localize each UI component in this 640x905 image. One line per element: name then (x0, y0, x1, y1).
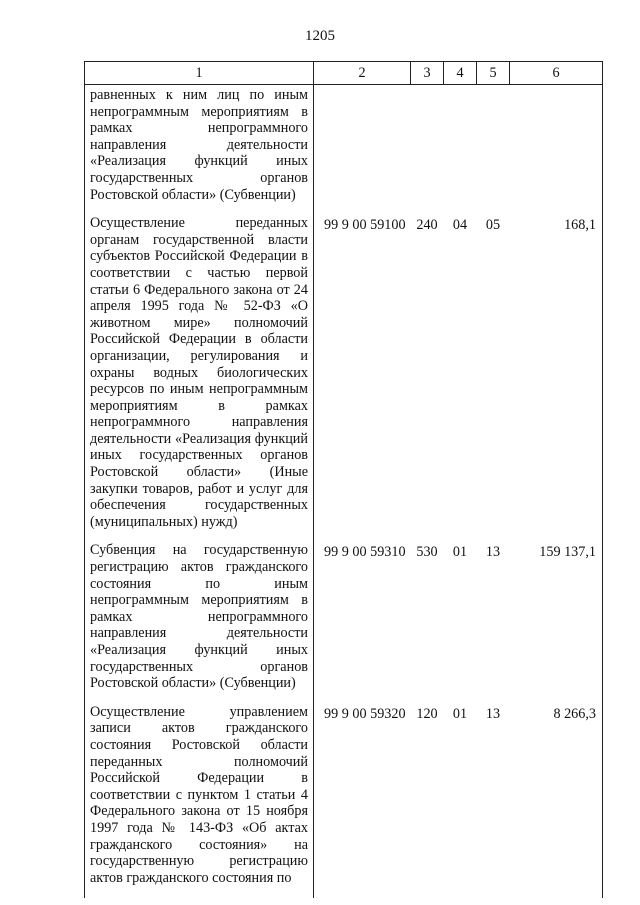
row-amount: 168,1 (510, 215, 603, 542)
row-section: 01 (452, 544, 468, 561)
row-target-code: 99 9 00 59310 (314, 542, 411, 703)
row-subsection (477, 85, 510, 216)
row-subsection: 13 (485, 705, 501, 722)
table-row (85, 542, 603, 703)
row-section: 01 (452, 705, 468, 722)
column-header-5: 5 (477, 62, 510, 85)
column-header-6: 6 (510, 62, 603, 85)
row-section: 04 (452, 217, 468, 234)
row-section (444, 85, 477, 216)
table-row (85, 704, 603, 899)
row-expense-type: 240 (416, 217, 438, 234)
row-target-code: 99 9 00 59320 (314, 704, 411, 899)
column-header-2: 2 (314, 62, 411, 85)
row-expense-type (411, 85, 444, 216)
row-expense-type: 530 (416, 544, 438, 561)
row-subsection: 05 (485, 217, 501, 234)
table-header-row (85, 62, 603, 85)
page-number: 1205 (305, 28, 335, 44)
row-subsection: 13 (485, 544, 501, 561)
row-amount: 8 266,3 (510, 704, 603, 899)
row-description: Субвенция на государственную регистрацию актов гражданского состояния по иным непрограммным мероприятиям в рамках непрограммного направления деятельности «Реализация функций иных государственных органов Ростовской области» (Субвенции) (85, 542, 314, 703)
row-target-code: 99 9 00 59100 (314, 215, 411, 542)
row-description: Осуществление управлением записи актов гражданского состояния Ростовской области переданных полномочий Российской Федерации в соответствии с пунктом 1 статьи 4 Федерального закона от 15 ноября 1997 года № 143-ФЗ «Об актах гражданского состояния» на государственную регистрацию актов гражданского состояния по (85, 704, 314, 899)
row-amount: 159 137,1 (510, 542, 603, 703)
row-description: равненных к ним лиц по иным непрограммным мероприятиям в рамках непрограммного направления деятельности «Реализация функций иных государственных органов Ростовской области» (Субвенции) (85, 85, 314, 216)
table-row (85, 215, 603, 542)
table-row (85, 85, 603, 216)
row-description: Осуществление переданных органам государственной власти субъектов Российской Федерации в соответствии с частью первой статьи 6 Федерального закона от 24 апреля 1995 года № 52-ФЗ «О животном мире» полномочий Российской Федерации в области организации, регулирования и охраны водных биологических ресурсов по иным непрограммным мероприятиям в рамках непрограммного направления деятельности «Реализация функций иных государственных органов Ростовской области» (Иные закупки товаров, работ и услуг для обеспечения государственных (муниципальных) нужд) (85, 215, 314, 542)
budget-table (84, 61, 603, 898)
row-expense-type: 120 (416, 705, 438, 722)
row-target-code (314, 85, 411, 216)
column-header-1: 1 (85, 62, 314, 85)
column-header-4: 4 (444, 62, 477, 85)
column-header-3: 3 (411, 62, 444, 85)
row-amount (510, 85, 603, 216)
